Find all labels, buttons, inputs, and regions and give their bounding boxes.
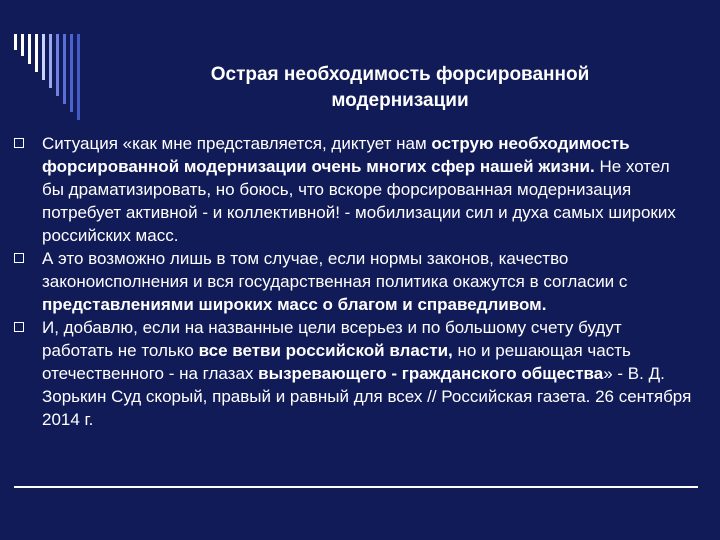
- bullet-text-segment: » - В. Д. Зорькин Суд скорый, правый и равный для всех // Российская газета. 26 сентября 2014 г.: [42, 364, 692, 429]
- bullet-text: [42, 247, 694, 316]
- bullet-text-bold: все ветви российской власти,: [198, 341, 453, 360]
- bullet-text-segment: но и решающая часть отечественного - на глазах: [42, 341, 631, 383]
- deco-bar: [56, 34, 59, 96]
- bullet-square-icon: [14, 138, 24, 148]
- bullet-text-segment: И, добавлю, если на названные цели всерьез и по большому счету будут работать не только: [42, 318, 622, 360]
- bullet-square-icon: [14, 253, 24, 263]
- bullet-text-bold: вызревающего - гражданского общества: [258, 364, 604, 383]
- deco-bar: [35, 34, 38, 72]
- deco-bar: [42, 34, 45, 80]
- deco-bar: [28, 34, 31, 64]
- slide-title: Острая необходимость форсированной модернизации: [210, 64, 590, 111]
- bullet-text-segment: Не хотел бы драматизировать, но боюсь, что вскоре форсированная модернизация потребует активной - и коллективной! - мобилизации сил и духа самых широких российских масс.: [42, 157, 676, 245]
- deco-bar: [49, 34, 52, 88]
- bullet-item: [14, 316, 694, 431]
- deco-bar: [63, 34, 66, 104]
- bullet-text-bold: представлениями широких масс о благом и справедливом.: [42, 295, 547, 314]
- bullet-item: [14, 247, 694, 316]
- bullet-text-segment: Ситуация «как мне представляется, диктует нам: [42, 134, 432, 153]
- bullet-text: [42, 132, 694, 247]
- bottom-divider: [14, 486, 698, 488]
- bullet-text-bold: острую необходимость форсированной модернизации очень многих сфер нашей жизни.: [42, 134, 630, 176]
- decorative-bars: [14, 34, 124, 124]
- deco-bar: [77, 34, 80, 120]
- bullet-item: [14, 132, 694, 247]
- bullet-list: [14, 132, 694, 431]
- deco-bar: [70, 34, 73, 112]
- deco-bar: [14, 34, 17, 50]
- bullet-text-segment: А это возможно лишь в том случае, если нормы законов, качество законоисполнения и вся государственная политика окажутся в согласии с: [42, 249, 628, 291]
- bullet-square-icon: [14, 322, 24, 332]
- bullet-text: [42, 316, 694, 431]
- deco-bar: [21, 34, 24, 56]
